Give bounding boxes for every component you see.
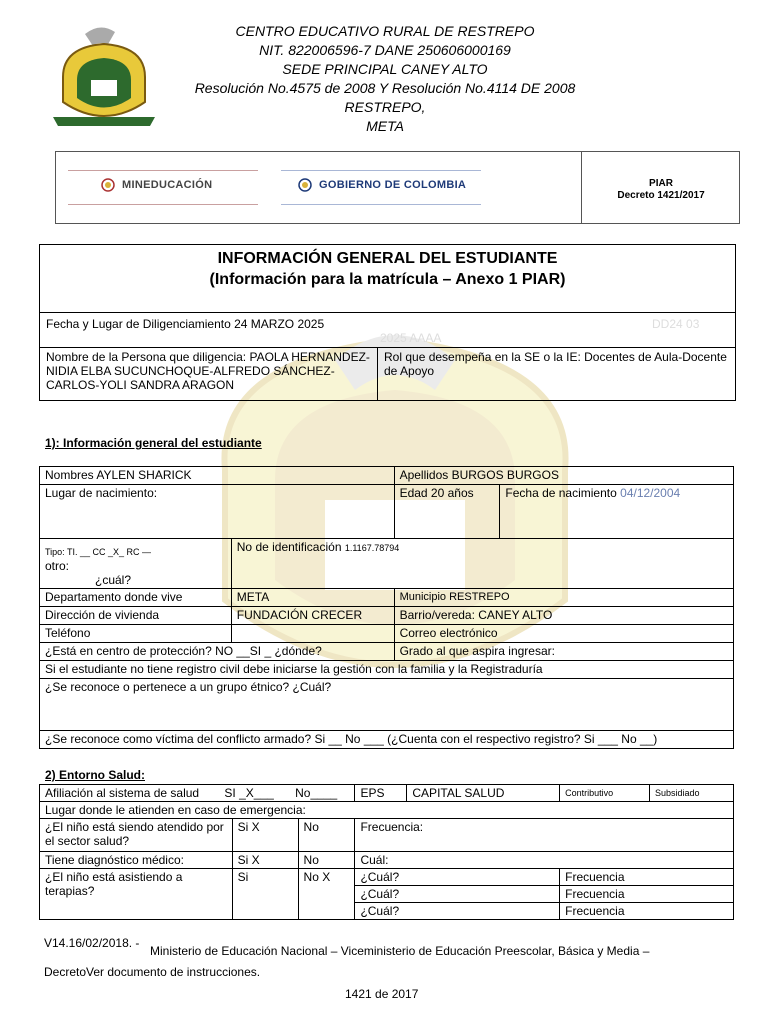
afiliacion-si: SI _X___ xyxy=(224,786,274,800)
nombres-field[interactable]: Nombres AYLEN SHARICK xyxy=(40,467,395,485)
school-header xyxy=(150,22,620,136)
correo-field[interactable]: Correo electrónico xyxy=(394,625,733,643)
eps-field[interactable]: CAPITAL SALUD xyxy=(407,785,560,802)
header-line: Resolución No.4575 de 2008 Y Resolución No.4114 DE 2008 xyxy=(194,80,576,96)
edad-field[interactable]: Edad 20 años xyxy=(394,485,500,539)
header-line: NIT. 822006596-7 DANE 250606000169 xyxy=(259,42,511,58)
diagnostico-label: Tiene diagnóstico médico: xyxy=(40,852,233,869)
school-crest-logo xyxy=(45,22,163,132)
terapias-no[interactable]: No X xyxy=(298,869,355,920)
municipio-field[interactable]: Municipio RESTREPO xyxy=(394,589,733,607)
terapias-si[interactable]: Si xyxy=(232,869,298,920)
health-table xyxy=(39,784,734,920)
divider xyxy=(281,170,481,171)
departamento-label: Departamento donde vive xyxy=(40,589,232,607)
apellidos-field[interactable]: Apellidos BURGOS BURGOS xyxy=(394,467,733,485)
atendido-si[interactable]: Si X xyxy=(232,819,298,852)
general-info-box xyxy=(39,244,736,401)
divider xyxy=(377,347,378,400)
diagnostico-si[interactable]: Si X xyxy=(232,852,298,869)
afiliacion-field[interactable] xyxy=(40,785,355,802)
header-line: RESTREPO, xyxy=(344,99,426,115)
version-label: V14.16/02/2018. - xyxy=(44,936,140,950)
header-line: SEDE PRINCIPAL CANEY ALTO xyxy=(282,61,488,77)
no-identificacion-field[interactable] xyxy=(231,539,733,589)
telefono-field[interactable] xyxy=(231,625,394,643)
date-placeholder: DD24 03 xyxy=(652,317,700,331)
atendido-no[interactable]: No xyxy=(298,819,355,852)
rol-desempena: Rol que desempeña en la SE o la IE: Docentes de Aula-Docente de Apoyo xyxy=(384,350,727,378)
form-title: INFORMACIÓN GENERAL DEL ESTUDIANTE xyxy=(217,250,558,267)
page-footer: 1421 de 2017 xyxy=(345,987,419,1001)
logo-bar xyxy=(55,151,740,224)
ministerio-label: Ministerio de Educación Nacional – Viceministerio de Educación Preescolar, Básica y Media – xyxy=(150,944,650,958)
gobierno-logo: GOBIERNO DE COLOMBIA xyxy=(319,179,467,191)
afiliacion-label: Afiliación al sistema de salud xyxy=(45,786,200,800)
divider xyxy=(68,204,258,205)
fecha-nacimiento-label: Fecha de nacimiento xyxy=(505,486,617,500)
subsidiado-option[interactable]: Subsidiado xyxy=(650,785,734,802)
telefono-label: Teléfono xyxy=(40,625,232,643)
contributivo-option[interactable]: Contributivo xyxy=(560,785,650,802)
fecha-nacimiento-field[interactable] xyxy=(500,485,734,539)
no-identificacion-label: No de identificación xyxy=(236,540,342,554)
centro-proteccion-field[interactable]: ¿Está en centro de protección? NO __SI _ ¿dónde? xyxy=(40,643,395,661)
section-1-title: 1): Información general del estudiante xyxy=(45,436,262,450)
header-line: META xyxy=(366,118,404,134)
fecha-nacimiento-value: 04/12/2004 xyxy=(620,486,681,500)
divider xyxy=(68,170,258,171)
terapia-cual-field[interactable]: ¿Cuál? xyxy=(355,869,560,886)
grado-field[interactable]: Grado al que aspira ingresar: xyxy=(394,643,733,661)
cual-diagnostico-field[interactable]: Cuál: xyxy=(355,852,734,869)
eps-label: EPS xyxy=(355,785,407,802)
form-subtitle: (Información para la matrícula – Anexo 1 PIAR) xyxy=(209,271,566,288)
terapia-cual-field[interactable]: ¿Cuál? xyxy=(355,886,560,903)
divider xyxy=(40,347,735,348)
terapia-frecuencia-field[interactable]: Frecuencia xyxy=(560,903,734,920)
no-identificacion-value: 1.1167.78794 xyxy=(344,543,400,553)
student-info-table xyxy=(39,466,734,749)
victima-conflicto-field[interactable]: ¿Se reconoce como víctima del conflicto armado? Si __ No ___ (¿Cuenta con el respectivo registro? Si ___ No __) xyxy=(40,731,734,749)
piar-label xyxy=(582,178,740,202)
persona-diligencia: Nombre de la Persona que diligencia: PAOLA HERNANDEZ- NIDIA ELBA SUCUNCHOQUE-ALFREDO SÁNCHEZ-CARLOS-YOLI SANDRA ARAGON xyxy=(46,350,370,392)
divider xyxy=(281,204,481,205)
emergencia-field[interactable]: Lugar donde le atienden en caso de emergencia: xyxy=(40,802,734,819)
registro-civil-note: Si el estudiante no tiene registro civil debe iniciarse la gestión con la familia y la Registraduría xyxy=(40,661,734,679)
terapia-frecuencia-field[interactable]: Frecuencia xyxy=(560,869,734,886)
grupo-etnico-field[interactable]: ¿Se reconoce o pertenece a un grupo étnico? ¿Cuál? xyxy=(40,679,734,731)
terapias-label: ¿El niño está asistiendo a terapias? xyxy=(40,869,233,920)
lugar-nacimiento-field[interactable]: Lugar de nacimiento: xyxy=(40,485,395,539)
direccion-field[interactable]: FUNDACIÓN CRECER xyxy=(231,607,394,625)
piar-title: PIAR xyxy=(649,178,673,189)
departamento-field[interactable]: META xyxy=(231,589,394,607)
atendido-label: ¿El niño está siendo atendido por el sector salud? xyxy=(40,819,233,852)
colombia-seal-icon xyxy=(298,178,312,192)
frecuencia-field[interactable]: Frecuencia: xyxy=(355,819,734,852)
tipo-documento: Tipo: TI. __ CC _X_ RC — xyxy=(45,547,152,557)
mineducacion-logo: MINEDUCACIÓN xyxy=(122,179,213,191)
cual-label: ¿cuál? xyxy=(95,573,132,587)
barrio-field[interactable]: Barrio/vereda: CANEY ALTO xyxy=(394,607,733,625)
decreto-label: Decreto 1421/2017 xyxy=(617,190,705,201)
decreto-instrucciones: DecretoVer documento de instrucciones. xyxy=(44,965,261,979)
terapia-cual-field[interactable]: ¿Cuál? xyxy=(355,903,560,920)
colombia-seal-icon xyxy=(101,178,115,192)
afiliacion-no: No____ xyxy=(295,786,338,800)
otro-label: otro: xyxy=(45,559,70,573)
header-line: CENTRO EDUCATIVO RURAL DE RESTREPO xyxy=(235,23,535,39)
diagnostico-no[interactable]: No xyxy=(298,852,355,869)
section-2-title: 2) Entorno Salud: xyxy=(45,768,145,782)
fecha-diligenciamiento: Fecha y Lugar de Diligenciamiento 24 MARZO 2025 xyxy=(46,317,325,331)
date-placeholder: 2025 AAAA xyxy=(380,331,442,345)
direccion-label: Dirección de vivienda xyxy=(40,607,232,625)
tipo-documento-field[interactable] xyxy=(40,539,232,589)
terapia-frecuencia-field[interactable]: Frecuencia xyxy=(560,886,734,903)
divider xyxy=(40,312,735,313)
